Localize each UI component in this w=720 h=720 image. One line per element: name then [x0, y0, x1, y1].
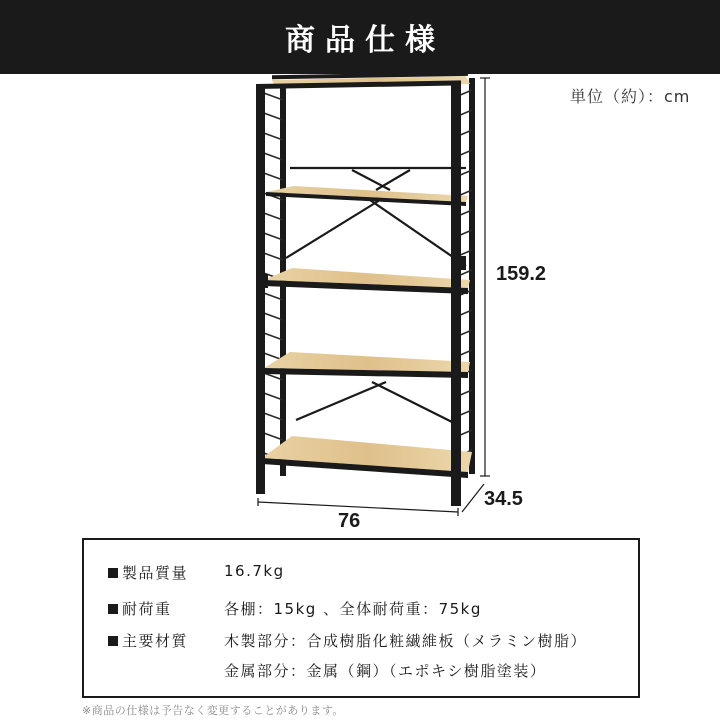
- spec-value: 各棚：15kg 、全体耐荷重：75kg: [224, 600, 482, 618]
- spec-row-weight: [108, 562, 285, 583]
- spec-label: 耐荷重: [122, 600, 172, 618]
- spec-value: 金属部分：金属（鋼）（エポキシ樹脂塗装）: [224, 662, 547, 680]
- spec-table: [82, 538, 640, 698]
- spec-row-load: [108, 598, 482, 619]
- spec-key-load: [108, 598, 224, 619]
- bullet-square-icon: [108, 568, 118, 578]
- spec-value: 木製部分：合成樹脂化粧繊維板（メラミン樹脂）: [224, 632, 588, 650]
- footnote: ※商品の仕様は予告なく変更することがあります。: [82, 704, 344, 717]
- spec-label: 製品質量: [122, 564, 189, 582]
- spec-label: 主要材質: [122, 632, 189, 650]
- spec-row-material: [108, 630, 587, 651]
- spec-row-material-2: [108, 660, 546, 681]
- bullet-square-icon: [108, 636, 118, 646]
- height-dimension: 159.2: [496, 263, 547, 285]
- bullet-square-icon: [108, 604, 118, 614]
- depth-dimension: 34.5: [484, 488, 523, 510]
- page-title: 商品仕様: [285, 23, 445, 58]
- shelf-illustration: [0, 74, 720, 534]
- spec-key-weight: [108, 562, 224, 583]
- back-cross-braces: [286, 168, 466, 426]
- spec-key-material: [108, 630, 224, 651]
- unit-label: 単位（約）：cm: [570, 87, 691, 106]
- header-banner: [0, 0, 720, 74]
- spec-value: 16.7kg: [224, 562, 285, 580]
- product-figure: [0, 74, 720, 534]
- width-dimension: 76: [338, 510, 361, 532]
